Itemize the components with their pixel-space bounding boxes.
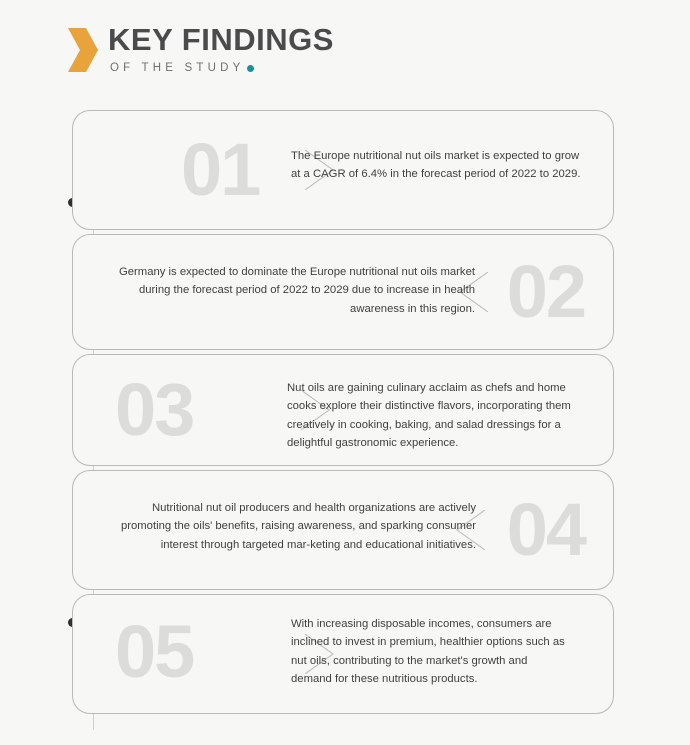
finding-number-04: 04: [506, 488, 585, 571]
header: [66, 22, 334, 74]
finding-card-05: [72, 594, 614, 714]
finding-text-03: Nut oils are gaining culinary acclaim as chefs and home cooks explore their distinctive flavors, incorporating them creatively in cooking, baking, and salad dressings for a delightful gastronomic experience.: [287, 382, 571, 449]
finding-text-02: Germany is expected to dominate the Europe nutritional nut oils market during the forecast period of 2022 to 2029 due to increase in health awareness in this region.: [118, 266, 475, 315]
finding-card-02: [72, 234, 614, 350]
finding-text-04: Nutritional nut oil producers and health organizations are actively promoting the oils' benefits, raising awareness, and sparking consumer interest through targeted mar-keting and educational initiatives.: [120, 502, 476, 551]
page-subtitle-text: OF THE STUDY: [110, 62, 245, 74]
accent-dot-icon: [247, 65, 254, 72]
page-title: KEY FINDINGS: [108, 22, 334, 57]
page-subtitle: [110, 62, 334, 74]
finding-card-04: [72, 470, 614, 590]
finding-text-05: With increasing disposable incomes, consumers are inclined to invest in premium, healthier options such as nut oils, contributing to the market's growth and demand for these nutritious products.: [291, 618, 565, 685]
finding-number-01: 01: [181, 128, 260, 211]
finding-text-01: The Europe nutritional nut oils market is expected to grow at a CAGR of 6.4% in the forecast period of 2022 to 2029.: [291, 150, 581, 181]
finding-card-01: [72, 110, 614, 230]
finding-number-05: 05: [115, 610, 194, 693]
title-block: [108, 22, 334, 74]
finding-number-02: 02: [506, 250, 585, 333]
finding-card-03: [72, 354, 614, 466]
chevron-right-icon: [66, 26, 100, 74]
finding-number-03: 03: [115, 368, 194, 451]
